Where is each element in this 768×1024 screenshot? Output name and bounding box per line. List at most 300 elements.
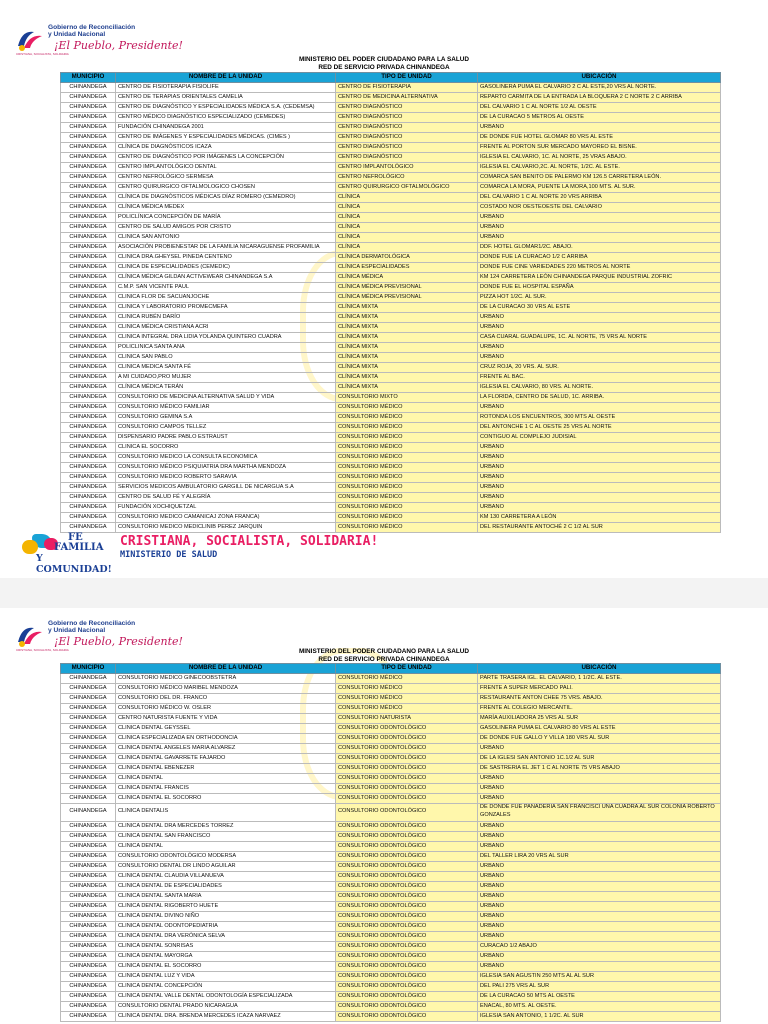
table-row: [61, 793, 721, 803]
cell-municipio: CHINANDEGA: [61, 232, 116, 242]
table-row: [61, 911, 721, 921]
cell-municipio: CHINANDEGA: [61, 861, 116, 871]
cell-nombre: CLINICA MEDICA SANTA FÉ: [116, 362, 336, 372]
cell-ubicacion: URBANO: [478, 442, 721, 452]
cell-nombre: CLINICA SAN ANTONIO: [116, 232, 336, 242]
cell-tipo: CLÍNICA: [336, 212, 478, 222]
table-row: [61, 402, 721, 412]
column-header-nombre: NOMBRE DE LA UNIDAD: [116, 73, 336, 83]
cell-nombre: CLINICA DENTALIS: [116, 803, 336, 821]
cell-municipio: CHINANDEGA: [61, 891, 116, 901]
cell-municipio: CHINANDEGA: [61, 192, 116, 202]
cell-nombre: CONSULTORIO MÉDICO W. OSLER: [116, 703, 336, 713]
column-header-municipio: MUNICIPIO: [61, 664, 116, 674]
cell-ubicacion: DE LA CURACAO 30 VRS AL ESTE: [478, 302, 721, 312]
cell-municipio: CHINANDEGA: [61, 472, 116, 482]
cell-tipo: CONSULTORIO ODONTOLÓGICO: [336, 901, 478, 911]
cell-ubicacion: URBANO: [478, 793, 721, 803]
cell-nombre: CLINICA DENTAL CLAUDIA VILLANUEVA: [116, 871, 336, 881]
cell-nombre: A MI CUIDADO,PRO MUJER: [116, 372, 336, 382]
table-row: [61, 743, 721, 753]
cell-ubicacion: COMARCA SAN BENITO DE PALERMO KM 126.5 CARRETERA LEÓN.: [478, 172, 721, 182]
table-row: [61, 861, 721, 871]
cell-ubicacion: FRENTE AL PORTON SUR MERCADO MAYOREO EL BISNE.: [478, 142, 721, 152]
table-row: [61, 382, 721, 392]
cell-municipio: CHINANDEGA: [61, 971, 116, 981]
cell-nombre: CLINICA DRA.GHEYSEL PINEDA CENTENO: [116, 252, 336, 262]
cell-tipo: CLÍNICA: [336, 242, 478, 252]
cell-tipo: CENTRO DIAGNÓSTICO: [336, 142, 478, 152]
logo-line-1: Gobierno de Reconciliación: [48, 24, 136, 31]
cell-tipo: CONSULTORIO ODONTOLÓGICO: [336, 743, 478, 753]
cell-nombre: CLINICA DENTAL FRANCIS: [116, 783, 336, 793]
cell-nombre: CLINICA DENTAL SANTA MARIA: [116, 891, 336, 901]
cell-tipo: CENTRO DIAGNÓSTICO: [336, 112, 478, 122]
cell-ubicacion: FRENTE AL BAC.: [478, 372, 721, 382]
cell-municipio: CHINANDEGA: [61, 1001, 116, 1011]
cell-tipo: CONSULTORIO ODONTOLÓGICO: [336, 793, 478, 803]
table-body: [61, 82, 721, 532]
cell-nombre: CLINICA DENTAL LUZ Y VIDA: [116, 971, 336, 981]
cell-tipo: CLÍNICA MIXTA: [336, 332, 478, 342]
cell-municipio: CHINANDEGA: [61, 362, 116, 372]
logo-line-1: Gobierno de Reconciliación: [48, 620, 136, 627]
cell-tipo: CONSULTORIO MIXTO: [336, 392, 478, 402]
cell-ubicacion: FRENTE AL COLEGIO MERCANTIL.: [478, 703, 721, 713]
table-row: [61, 981, 721, 991]
cell-municipio: CHINANDEGA: [61, 132, 116, 142]
table-row: [61, 342, 721, 352]
cell-municipio: CHINANDEGA: [61, 931, 116, 941]
table-row: [61, 262, 721, 272]
cell-nombre: FUNDACIÓN XOCHIQUETZAL: [116, 502, 336, 512]
table-row: [61, 172, 721, 182]
cell-tipo: CENTRO DIAGNÓSTICO: [336, 122, 478, 132]
cell-ubicacion: URBANO: [478, 452, 721, 462]
cell-nombre: CLINICA DENTAL RIGOBERTO HUETE: [116, 901, 336, 911]
cell-tipo: CONSULTORIO MÉDICO: [336, 402, 478, 412]
cell-tipo: CONSULTORIO ODONTOLÓGICO: [336, 881, 478, 891]
units-table: [60, 663, 721, 1022]
cell-municipio: CHINANDEGA: [61, 831, 116, 841]
cell-ubicacion: CURACAO 1/2 ABAJO: [478, 941, 721, 951]
header-line-1: MINISTERIO DEL PODER CIUDADANO PARA LA SALUD: [298, 648, 470, 655]
cell-municipio: CHINANDEGA: [61, 272, 116, 282]
table-row: [61, 871, 721, 881]
table-row: [61, 362, 721, 372]
logo-slogan: ¡El Pueblo, Presidente!: [54, 635, 183, 648]
cell-nombre: CONSULTORIO CAMPOS TELLEZ: [116, 422, 336, 432]
cell-nombre: CONSULTORIO MEDICO MEDICLINIB PEREZ JARQUIN: [116, 522, 336, 532]
cell-nombre: CONSULTORIO MÉDICO FAMILIAR: [116, 402, 336, 412]
cell-tipo: CONSULTORIO MÉDICO: [336, 683, 478, 693]
cell-nombre: CLINICA DENTAL DE ESPECIALIDADES: [116, 881, 336, 891]
cell-tipo: CONSULTORIO ODONTOLÓGICO: [336, 951, 478, 961]
cell-nombre: CLINICA DENTAL EL SOCORRO: [116, 793, 336, 803]
cell-ubicacion: IGLESIA EL CALVARIO,2C. AL NORTE, 1/2C. AL ESTE.: [478, 162, 721, 172]
cell-municipio: CHINANDEGA: [61, 422, 116, 432]
cell-tipo: CLÍNICA MIXTA: [336, 302, 478, 312]
cell-municipio: CHINANDEGA: [61, 412, 116, 422]
cell-tipo: CONSULTORIO ODONTOLÓGICO: [336, 971, 478, 981]
table-row: [61, 322, 721, 332]
table-row: [61, 1001, 721, 1011]
table-row: [61, 432, 721, 442]
cell-tipo: CONSULTORIO MÉDICO: [336, 452, 478, 462]
document-header: [116, 56, 652, 71]
cell-nombre: CLINICA DENTAL: [116, 773, 336, 783]
cell-nombre: SERVICIOS MEDICOS AMBULATORIO GARGILL DE NICARGUA S.A: [116, 482, 336, 492]
cell-tipo: CONSULTORIO ODONTOLÓGICO: [336, 753, 478, 763]
cell-tipo: CONSULTORIO ODONTOLÓGICO: [336, 733, 478, 743]
cell-nombre: CLINICA DENTAL VALLE DENTAL ODONTOLOGÍA ESPECIALIZADA: [116, 991, 336, 1001]
table-row: [61, 492, 721, 502]
table-row: [61, 192, 721, 202]
cell-tipo: CONSULTORIO ODONTOLÓGICO: [336, 723, 478, 733]
cell-ubicacion: URBANO: [478, 492, 721, 502]
cell-municipio: CHINANDEGA: [61, 152, 116, 162]
cell-municipio: CHINANDEGA: [61, 312, 116, 322]
cell-tipo: CENTRO NEFROLÓGICO: [336, 172, 478, 182]
table-row: [61, 831, 721, 841]
cell-ubicacion: DEL CALVARIO 1 C AL NORTE 1/2 AL OESTE: [478, 102, 721, 112]
table-row: [61, 202, 721, 212]
table-row: [61, 372, 721, 382]
table-row: [61, 733, 721, 743]
cell-municipio: CHINANDEGA: [61, 981, 116, 991]
cell-municipio: CHINANDEGA: [61, 961, 116, 971]
cell-ubicacion: URBANO: [478, 891, 721, 901]
cell-municipio: CHINANDEGA: [61, 783, 116, 793]
table-row: [61, 152, 721, 162]
cell-municipio: CHINANDEGA: [61, 743, 116, 753]
cell-ubicacion: URBANO: [478, 951, 721, 961]
table-row: [61, 841, 721, 851]
cell-tipo: CONSULTORIO MÉDICO: [336, 412, 478, 422]
cell-municipio: CHINANDEGA: [61, 392, 116, 402]
footer-fe: FE: [68, 532, 83, 543]
cell-municipio: CHINANDEGA: [61, 821, 116, 831]
cell-municipio: CHINANDEGA: [61, 502, 116, 512]
cell-tipo: CONSULTORIO ODONTOLÓGICO: [336, 891, 478, 901]
cell-nombre: CLINICA DENTAL DRA VERÓNICA SELVA: [116, 931, 336, 941]
table-row: [61, 102, 721, 112]
cell-tipo: CLÍNICA MÉDICA PREVISIONAL: [336, 282, 478, 292]
cell-municipio: CHINANDEGA: [61, 322, 116, 332]
cell-ubicacion: DONDE FUE EL HOSPITAL ESPAÑA: [478, 282, 721, 292]
table-row: [61, 122, 721, 132]
cell-ubicacion: ROTONDA LOS ENCUENTROS, 300 MTS AL OESTE: [478, 412, 721, 422]
cell-tipo: CENTRO DE MEDICINA ALTERNATIVA: [336, 92, 478, 102]
cell-ubicacion: URBANO: [478, 783, 721, 793]
cell-nombre: CLINICA DENTAL GEYSSEL: [116, 723, 336, 733]
table-row: [61, 352, 721, 362]
cell-municipio: CHINANDEGA: [61, 352, 116, 362]
cell-municipio: CHINANDEGA: [61, 342, 116, 352]
table-row: [61, 392, 721, 402]
cell-tipo: CENTRO DIAGNÓSTICO: [336, 102, 478, 112]
cell-municipio: CHINANDEGA: [61, 793, 116, 803]
table-row: [61, 683, 721, 693]
cell-ubicacion: IGLESIA SAN AGUSTIN 250 MTS AL AL SUR: [478, 971, 721, 981]
cell-ubicacion: CONTIGUO AL COMPLEJO JUDISIAL: [478, 432, 721, 442]
cell-tipo: CONSULTORIO ODONTOLÓGICO: [336, 941, 478, 951]
cell-ubicacion: URBANO: [478, 901, 721, 911]
table-row: [61, 82, 721, 92]
table-row: [61, 891, 721, 901]
cell-nombre: CENTRO IMPLANTOLÓGICO DENTAL: [116, 162, 336, 172]
table-row: [61, 783, 721, 793]
cell-nombre: CLÍNICA DE DIAGNÓSTICOS ICAZA: [116, 142, 336, 152]
table-row: [61, 422, 721, 432]
table-row: [61, 302, 721, 312]
table-row: [61, 753, 721, 763]
cell-ubicacion: PARTE TRASERA IGL. EL CALVARIO, 1 1/2C. AL ESTE.: [478, 673, 721, 683]
cell-tipo: CLÍNICA: [336, 202, 478, 212]
cell-municipio: CHINANDEGA: [61, 92, 116, 102]
cell-tipo: CONSULTORIO ODONTOLÓGICO: [336, 991, 478, 1001]
cell-nombre: DISPENSARIO PADRE PABLO ESTRAUST: [116, 432, 336, 442]
cell-ubicacion: DONDE FUE LA CURACAO 1/2 C ARRIBA: [478, 252, 721, 262]
table-row: [61, 961, 721, 971]
table-row: [61, 92, 721, 102]
cell-nombre: CLINICA DENTAL: [116, 841, 336, 851]
cell-tipo: CONSULTORIO MÉDICO: [336, 673, 478, 683]
cell-nombre: CENTRO MÉDICO DIAGNÓSTICO ESPECIALIZADO (CEMEDES): [116, 112, 336, 122]
cell-ubicacion: DONDE FUE CINE VARIEDADES 220 METROS AL NORTE: [478, 262, 721, 272]
cell-ubicacion: URBANO: [478, 743, 721, 753]
cell-municipio: CHINANDEGA: [61, 492, 116, 502]
cell-nombre: CENTRO DE TERAPIAS ORIENTALES CAMELIA: [116, 92, 336, 102]
cell-tipo: CLÍNICA MIXTA: [336, 372, 478, 382]
cell-ubicacion: REPARTO CARMITA DE LA ENTRADA LA BLOQUERA 2 C NORTE 2 C ARRIBA: [478, 92, 721, 102]
cell-tipo: CONSULTORIO ODONTOLÓGICO: [336, 1011, 478, 1021]
cell-nombre: CENTRO DE SALUD FÉ Y ALEGRÍA: [116, 492, 336, 502]
page-footer: [22, 534, 422, 574]
table-row: [61, 851, 721, 861]
cell-municipio: CHINANDEGA: [61, 763, 116, 773]
column-header-municipio: MUNICIPIO: [61, 73, 116, 83]
cell-ubicacion: IGLESIA SAN ANTONIO, 1 1/2C. AL SUR: [478, 1011, 721, 1021]
cell-ubicacion: DE DONDE FUE HOTEL GLOMAR 80 VRS AL ESTE: [478, 132, 721, 142]
cell-nombre: CENTRO NATURISTA FUENTE Y VIDA: [116, 713, 336, 723]
cell-nombre: CONSULTORIO DE MEDICINA ALTERNATIVA SALUD Y VIDA: [116, 392, 336, 402]
cell-ubicacion: DEL CALVARIO 1 C AL NORTE 20 VRS ARRIBA: [478, 192, 721, 202]
cell-tipo: CONSULTORIO MÉDICO: [336, 693, 478, 703]
cell-municipio: CHINANDEGA: [61, 372, 116, 382]
cell-ubicacion: URBANO: [478, 122, 721, 132]
cell-tipo: CLÍNICA ESPECIALIDADES: [336, 262, 478, 272]
cell-tipo: CONSULTORIO ODONTOLÓGICO: [336, 763, 478, 773]
table-row: [61, 292, 721, 302]
cell-municipio: CHINANDEGA: [61, 881, 116, 891]
cell-municipio: CHINANDEGA: [61, 683, 116, 693]
cell-ubicacion: URBANO: [478, 961, 721, 971]
cell-tipo: CONSULTORIO MÉDICO: [336, 492, 478, 502]
cell-nombre: CENTRO QUIRURGICO OFTALMOLOGICO CHOSEN: [116, 182, 336, 192]
cell-municipio: CHINANDEGA: [61, 841, 116, 851]
cell-nombre: CLINICA EL SOCORRO: [116, 442, 336, 452]
cell-ubicacion: PIZZA HOT 1/2C. AL SUR.: [478, 292, 721, 302]
cell-nombre: CONSULTORIO MÉDICO MARIBEL MENDOZA: [116, 683, 336, 693]
cell-ubicacion: CRUZ ROJA, 20 VRS. AL SUR.: [478, 362, 721, 372]
cell-tipo: CLÍNICA MÉDICA PREVISIONAL: [336, 292, 478, 302]
cell-municipio: CHINANDEGA: [61, 733, 116, 743]
logo-shape-icon: [22, 540, 38, 554]
cell-municipio: CHINANDEGA: [61, 262, 116, 272]
cell-tipo: CONSULTORIO MÉDICO: [336, 422, 478, 432]
cell-tipo: CLÍNICA MÉDICA: [336, 272, 478, 282]
table-row: [61, 803, 721, 821]
header-line-1: MINISTERIO DEL PODER CIUDADANO PARA LA SALUD: [298, 56, 470, 63]
table-row: [61, 142, 721, 152]
cell-tipo: CONSULTORIO NATURISTA: [336, 713, 478, 723]
cell-ubicacion: COSTADO NOR OESTEOESTE DEL CALVARIO: [478, 202, 721, 212]
cell-municipio: CHINANDEGA: [61, 462, 116, 472]
cell-municipio: CHINANDEGA: [61, 951, 116, 961]
column-header-tipo: TIPO DE UNIDAD: [336, 73, 478, 83]
table-row: [61, 673, 721, 683]
cell-ubicacion: URBANO: [478, 911, 721, 921]
table-row: [61, 272, 721, 282]
table-row: [61, 512, 721, 522]
cell-nombre: CENTRO DE SALUD AMIGOS POR CRISTO: [116, 222, 336, 232]
cell-ubicacion: IGLESIA EL CALVARIO, 1C. AL NORTE, 25 VRAS ABAJO.: [478, 152, 721, 162]
cell-ubicacion: DE LA IGLESI SAN ANTONIO 1C.1/2 AL SUR: [478, 753, 721, 763]
cell-ubicacion: URBANO: [478, 921, 721, 931]
cell-tipo: CONSULTORIO MÉDICO: [336, 512, 478, 522]
cell-tipo: CLÍNICA MIXTA: [336, 362, 478, 372]
cell-nombre: CLINICA DENTAL ANGELES MARIA ALVAREZ: [116, 743, 336, 753]
cell-ubicacion: KM 130 CARRETERA A LEÓN: [478, 512, 721, 522]
cell-nombre: CLINICA RUBÉN DARÍO: [116, 312, 336, 322]
table-row: [61, 282, 721, 292]
cell-nombre: CONSULTORIO MEDICO ROBERTO SARAVIA: [116, 472, 336, 482]
cell-municipio: CHINANDEGA: [61, 911, 116, 921]
cell-tipo: CONSULTORIO MÉDICO: [336, 432, 478, 442]
table-row: [61, 703, 721, 713]
cell-tipo: CLÍNICA MIXTA: [336, 382, 478, 392]
cell-nombre: CLINICA SAN PABLO: [116, 352, 336, 362]
cell-tipo: CONSULTORIO MÉDICO: [336, 482, 478, 492]
cell-nombre: CONSULTORIO GEMINA S.A: [116, 412, 336, 422]
logo-emblem-icon: [14, 624, 44, 648]
cell-nombre: CONSULTORIO MÉDICO PSIQUIATRIA DRA MARTHA MENDOZA: [116, 462, 336, 472]
table-row: [61, 773, 721, 783]
cell-municipio: CHINANDEGA: [61, 901, 116, 911]
cell-tipo: CLÍNICA DERMATOLÓGICA: [336, 252, 478, 262]
cell-ubicacion: DE LA CURACAO 50 MTS AL OESTE: [478, 991, 721, 1001]
cell-ubicacion: URBANO: [478, 871, 721, 881]
logo-tiny-text: CRISTIANA, SOCIALISTA, SOLIDARIA: [16, 648, 69, 652]
cell-municipio: CHINANDEGA: [61, 252, 116, 262]
cell-nombre: CLINICA DENTAL SONRISAS: [116, 941, 336, 951]
cell-tipo: CONSULTORIO MÉDICO: [336, 522, 478, 532]
cell-nombre: CENTRO DE DIAGNÓSTICO POR IMÁGENES LA CONCEPCIÓN: [116, 152, 336, 162]
footer-comunidad: Y COMUNIDAD!: [36, 553, 112, 575]
cell-tipo: CLÍNICA: [336, 192, 478, 202]
cell-ubicacion: RESTAURANTE ANTON CHEE 75 VRS. ABAJO.: [478, 693, 721, 703]
cell-ubicacion: URBANO: [478, 482, 721, 492]
cell-tipo: CENTRO IMPLANTOLÓGICO: [336, 162, 478, 172]
cell-municipio: CHINANDEGA: [61, 921, 116, 931]
table-row: [61, 522, 721, 532]
table-row: [61, 723, 721, 733]
cell-tipo: CLÍNICA: [336, 232, 478, 242]
header-line-2: RED DE SERVICIO PRIVADA CHINANDEGA: [318, 63, 450, 71]
table-row: [61, 941, 721, 951]
cell-ubicacion: URBANO: [478, 322, 721, 332]
table-row: [61, 482, 721, 492]
table-row: [61, 242, 721, 252]
cell-municipio: CHINANDEGA: [61, 212, 116, 222]
cell-nombre: CLÍNICA MÉDICA MEDEX: [116, 202, 336, 212]
cell-ubicacion: URBANO: [478, 502, 721, 512]
cell-tipo: CONSULTORIO ODONTOLÓGICO: [336, 911, 478, 921]
table-row: [61, 452, 721, 462]
cell-municipio: CHINANDEGA: [61, 991, 116, 1001]
cell-ubicacion: URBANO: [478, 841, 721, 851]
cell-municipio: CHINANDEGA: [61, 512, 116, 522]
document-page-2: [0, 608, 768, 1024]
cell-nombre: CLINICA DENTAL GAVARRETE FAJARDO: [116, 753, 336, 763]
cell-ubicacion: URBANO: [478, 222, 721, 232]
cell-municipio: CHINANDEGA: [61, 382, 116, 392]
document-header: [116, 648, 652, 663]
cell-municipio: CHINANDEGA: [61, 182, 116, 192]
cell-nombre: CLINICA DE ESPECIALIDADES (CEMEDIC): [116, 262, 336, 272]
footer-motto: CRISTIANA, SOCIALISTA, SOLIDARIA!: [120, 534, 379, 549]
cell-nombre: CLINICA DENTAL DIVINO NIÑO: [116, 911, 336, 921]
table-row: [61, 222, 721, 232]
cell-nombre: CLINICA DENTAL CONCEPCIÓN: [116, 981, 336, 991]
cell-municipio: CHINANDEGA: [61, 851, 116, 861]
cell-municipio: CHINANDEGA: [61, 753, 116, 763]
cell-municipio: CHINANDEGA: [61, 282, 116, 292]
cell-nombre: CONSULTORIO MEDICO CAMANICAJ ZONA FRANCA): [116, 512, 336, 522]
table-row: [61, 212, 721, 222]
cell-nombre: CENTRO DE FISIOTERAPIA FISIOLIFE: [116, 82, 336, 92]
cell-municipio: CHINANDEGA: [61, 162, 116, 172]
table-row: [61, 971, 721, 981]
cell-municipio: CHINANDEGA: [61, 941, 116, 951]
cell-tipo: CONSULTORIO ODONTOLÓGICO: [336, 931, 478, 941]
cell-tipo: CONSULTORIO MÉDICO: [336, 472, 478, 482]
cell-municipio: CHINANDEGA: [61, 482, 116, 492]
cell-tipo: CLÍNICA MIXTA: [336, 352, 478, 362]
cell-municipio: CHINANDEGA: [61, 222, 116, 232]
table-row: [61, 763, 721, 773]
cell-municipio: CHINANDEGA: [61, 723, 116, 733]
table-row: [61, 921, 721, 931]
cell-tipo: CONSULTORIO MÉDICO: [336, 462, 478, 472]
cell-nombre: CLINICA FLOR DE SACUANJOCHE: [116, 292, 336, 302]
table-header-row: [61, 664, 721, 674]
cell-municipio: CHINANDEGA: [61, 693, 116, 703]
cell-ubicacion: DE SASTRERIA EL JET 1 C AL NORTE 75 VRS ABAJO: [478, 763, 721, 773]
cell-tipo: CENTRO QUIRURGICO OFTALMOLÓGICO: [336, 182, 478, 192]
cell-ubicacion: MARÍA AUXILIADORA 25 VRS AL SUR: [478, 713, 721, 723]
cell-ubicacion: LA FLORIDA, CENTRO DE SALUD, 1C. ARRIBA.: [478, 392, 721, 402]
cell-municipio: CHINANDEGA: [61, 713, 116, 723]
cell-nombre: CLINICA DENTAL SAN FRANCISCO: [116, 831, 336, 841]
table-row: [61, 931, 721, 941]
cell-municipio: CHINANDEGA: [61, 402, 116, 412]
cell-tipo: CONSULTORIO ODONTOLÓGICO: [336, 821, 478, 831]
table-row: [61, 232, 721, 242]
column-header-ubicacion: UBICACIÓN: [478, 73, 721, 83]
table-row: [61, 182, 721, 192]
